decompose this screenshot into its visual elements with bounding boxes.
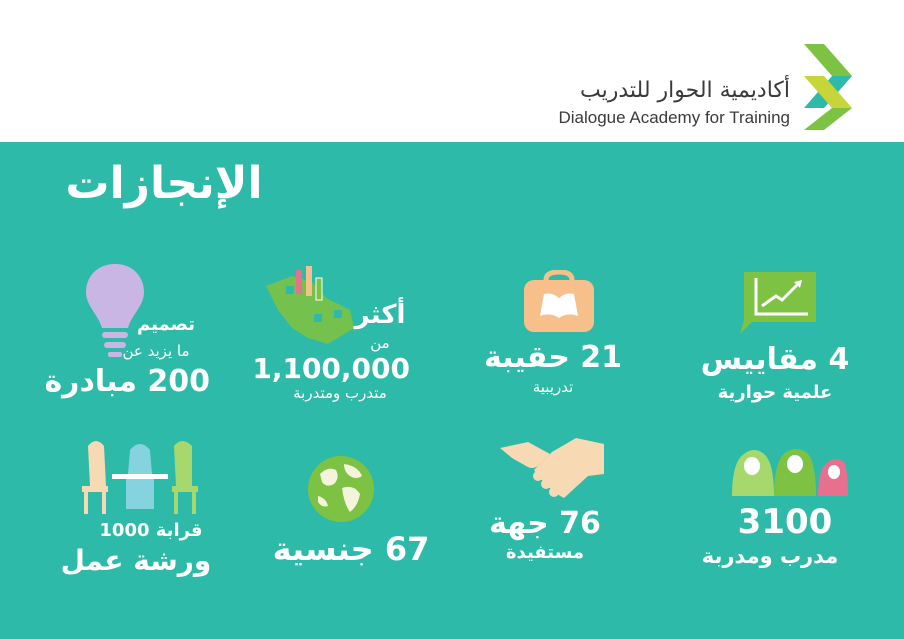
map-prefix-from: من [370, 334, 390, 352]
training-bag-icon [520, 270, 598, 334]
trainees-label: متدرب ومتدربة [293, 384, 387, 402]
nationalities-count: 67 جنسية [272, 530, 430, 568]
designs-prefix: تصميم [136, 314, 196, 335]
workshop-table-icon [78, 436, 202, 516]
double-chevron-logo-icon [800, 40, 856, 132]
saudi-map-icon [256, 258, 360, 350]
chart-trend-icon [738, 268, 820, 338]
handshake-icon [498, 436, 606, 502]
initiatives-count: 200 مبادرة [44, 364, 210, 399]
workshops-prefix: قرابة 1000 [99, 520, 203, 541]
women-group-icon [724, 442, 848, 496]
bags-count: 21 حقيبة [483, 340, 623, 375]
measures-label: علمية حوارية [717, 382, 833, 403]
org-name-arabic: أكاديمية الحوار للتدريب [580, 78, 790, 103]
trainers-count: 3100 [737, 502, 833, 542]
globe-icon [306, 454, 376, 524]
workshops-label: ورشة عمل [60, 544, 212, 577]
page-title: الإنجازات [65, 158, 263, 209]
entities-count: 76 جهة [489, 506, 601, 541]
entities-label: مستفيدة [505, 542, 585, 563]
bags-label: تدريبية [532, 378, 574, 396]
map-prefix-more: أكثر [354, 300, 406, 330]
trainers-label: مدرب ومدربة [701, 544, 839, 568]
org-name-english: Dialogue Academy for Training [558, 108, 790, 127]
measures-count: 4 مقاييس [700, 342, 850, 377]
trainees-count: 1,100,000 [252, 352, 410, 385]
designs-prefix-2: ما يزيد عن [122, 342, 190, 360]
